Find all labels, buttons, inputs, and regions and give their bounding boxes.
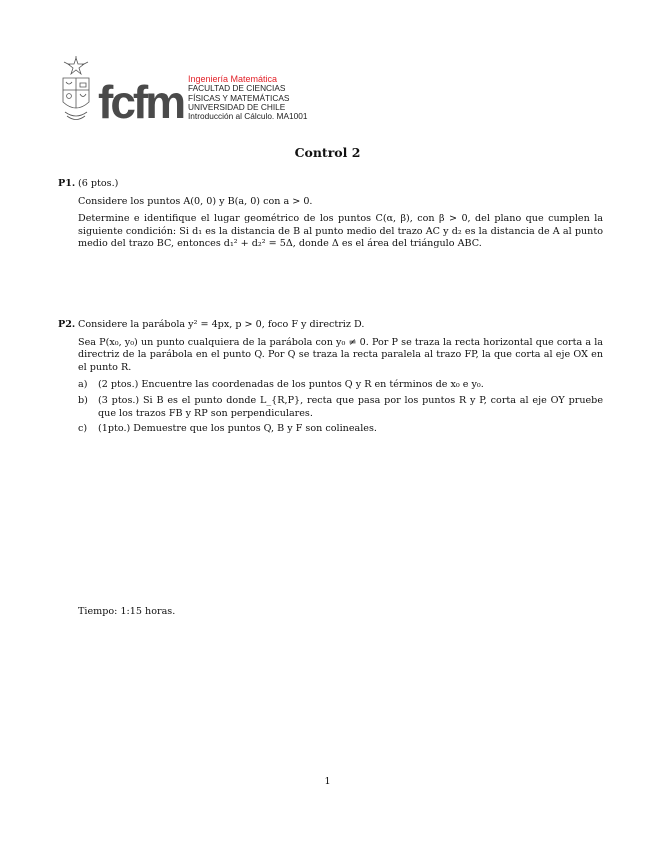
problem-given: Considere los puntos A(0, 0) y B(a, 0) con a > 0. xyxy=(78,195,313,207)
subquestion-text: (2 ptos.) Encuentre las coordenadas de los puntos Q y R en términos de x₀ e y₀. xyxy=(98,379,484,391)
problem-points: (6 ptos.) xyxy=(78,178,119,189)
university-name: UNIVERSIDAD DE CHILE xyxy=(188,101,286,112)
subquestion-label: c) xyxy=(78,423,88,435)
faculty-line-1: FACULTAD DE CIENCIAS xyxy=(188,83,286,94)
page-title: Control 2 xyxy=(294,145,361,160)
subquestion-text: (3 ptos.) Si B es el punto donde L_{R,P}, recta que pasa por los puntos R y P, corta al eje OY pruebe que los trazos FB y RP son perpendiculares. xyxy=(98,394,603,419)
problem-body xyxy=(78,178,603,256)
course-name: Introducción al Cálculo. MA1001 xyxy=(188,111,308,122)
time-note: Tiempo: 1:15 horas. xyxy=(78,606,176,617)
subquestion-label: a) xyxy=(78,379,88,391)
subquestion-label: b) xyxy=(78,394,88,406)
faculty-line-2: FÍSICAS Y MATEMÁTICAS xyxy=(188,92,290,103)
problem-tag: P1. xyxy=(58,178,76,189)
subquestion-item xyxy=(78,423,603,436)
subquestion-text: (1pto.) Demuestre que los puntos Q, B y F son colineales. xyxy=(98,423,377,435)
problem-intro: Considere la parábola y² = 4px, p > 0, foco F y directriz D. xyxy=(78,319,365,330)
page-number: 1 xyxy=(324,776,331,787)
subquestion-item xyxy=(78,379,603,392)
svg-text:fcfm: fcfm xyxy=(98,76,184,128)
problem-body xyxy=(78,319,603,439)
department-name: Ingeniería Matemática xyxy=(188,74,278,84)
subquestion-item xyxy=(78,395,603,420)
institution-block xyxy=(188,75,388,121)
problem-tag: P2. xyxy=(58,319,76,330)
subquestion-list xyxy=(78,379,603,435)
problem-statement: Determine e identifique el lugar geométrico de los puntos C(α, β), con β > 0, del plano que cumplen la siguiente condición: Si d₁ es la distancia de B al punto medio del trazo AC y d₂ es la distancia de A al punto medio del trazo BC, entonces d₁² + d₂² = 5Δ, donde Δ es el área del triángulo ABC. xyxy=(78,213,603,250)
problem-setup: Sea P(x₀, y₀) un punto cualquiera de la parábola con y₀ ≠ 0. Por P se traza la recta horizontal que corta a la directriz de la parábola en el punto Q. Por Q se traza la recta paralela al trazo FP, la que corta al eje OX en el punto R. xyxy=(78,336,603,373)
university-seal-icon xyxy=(58,56,94,124)
